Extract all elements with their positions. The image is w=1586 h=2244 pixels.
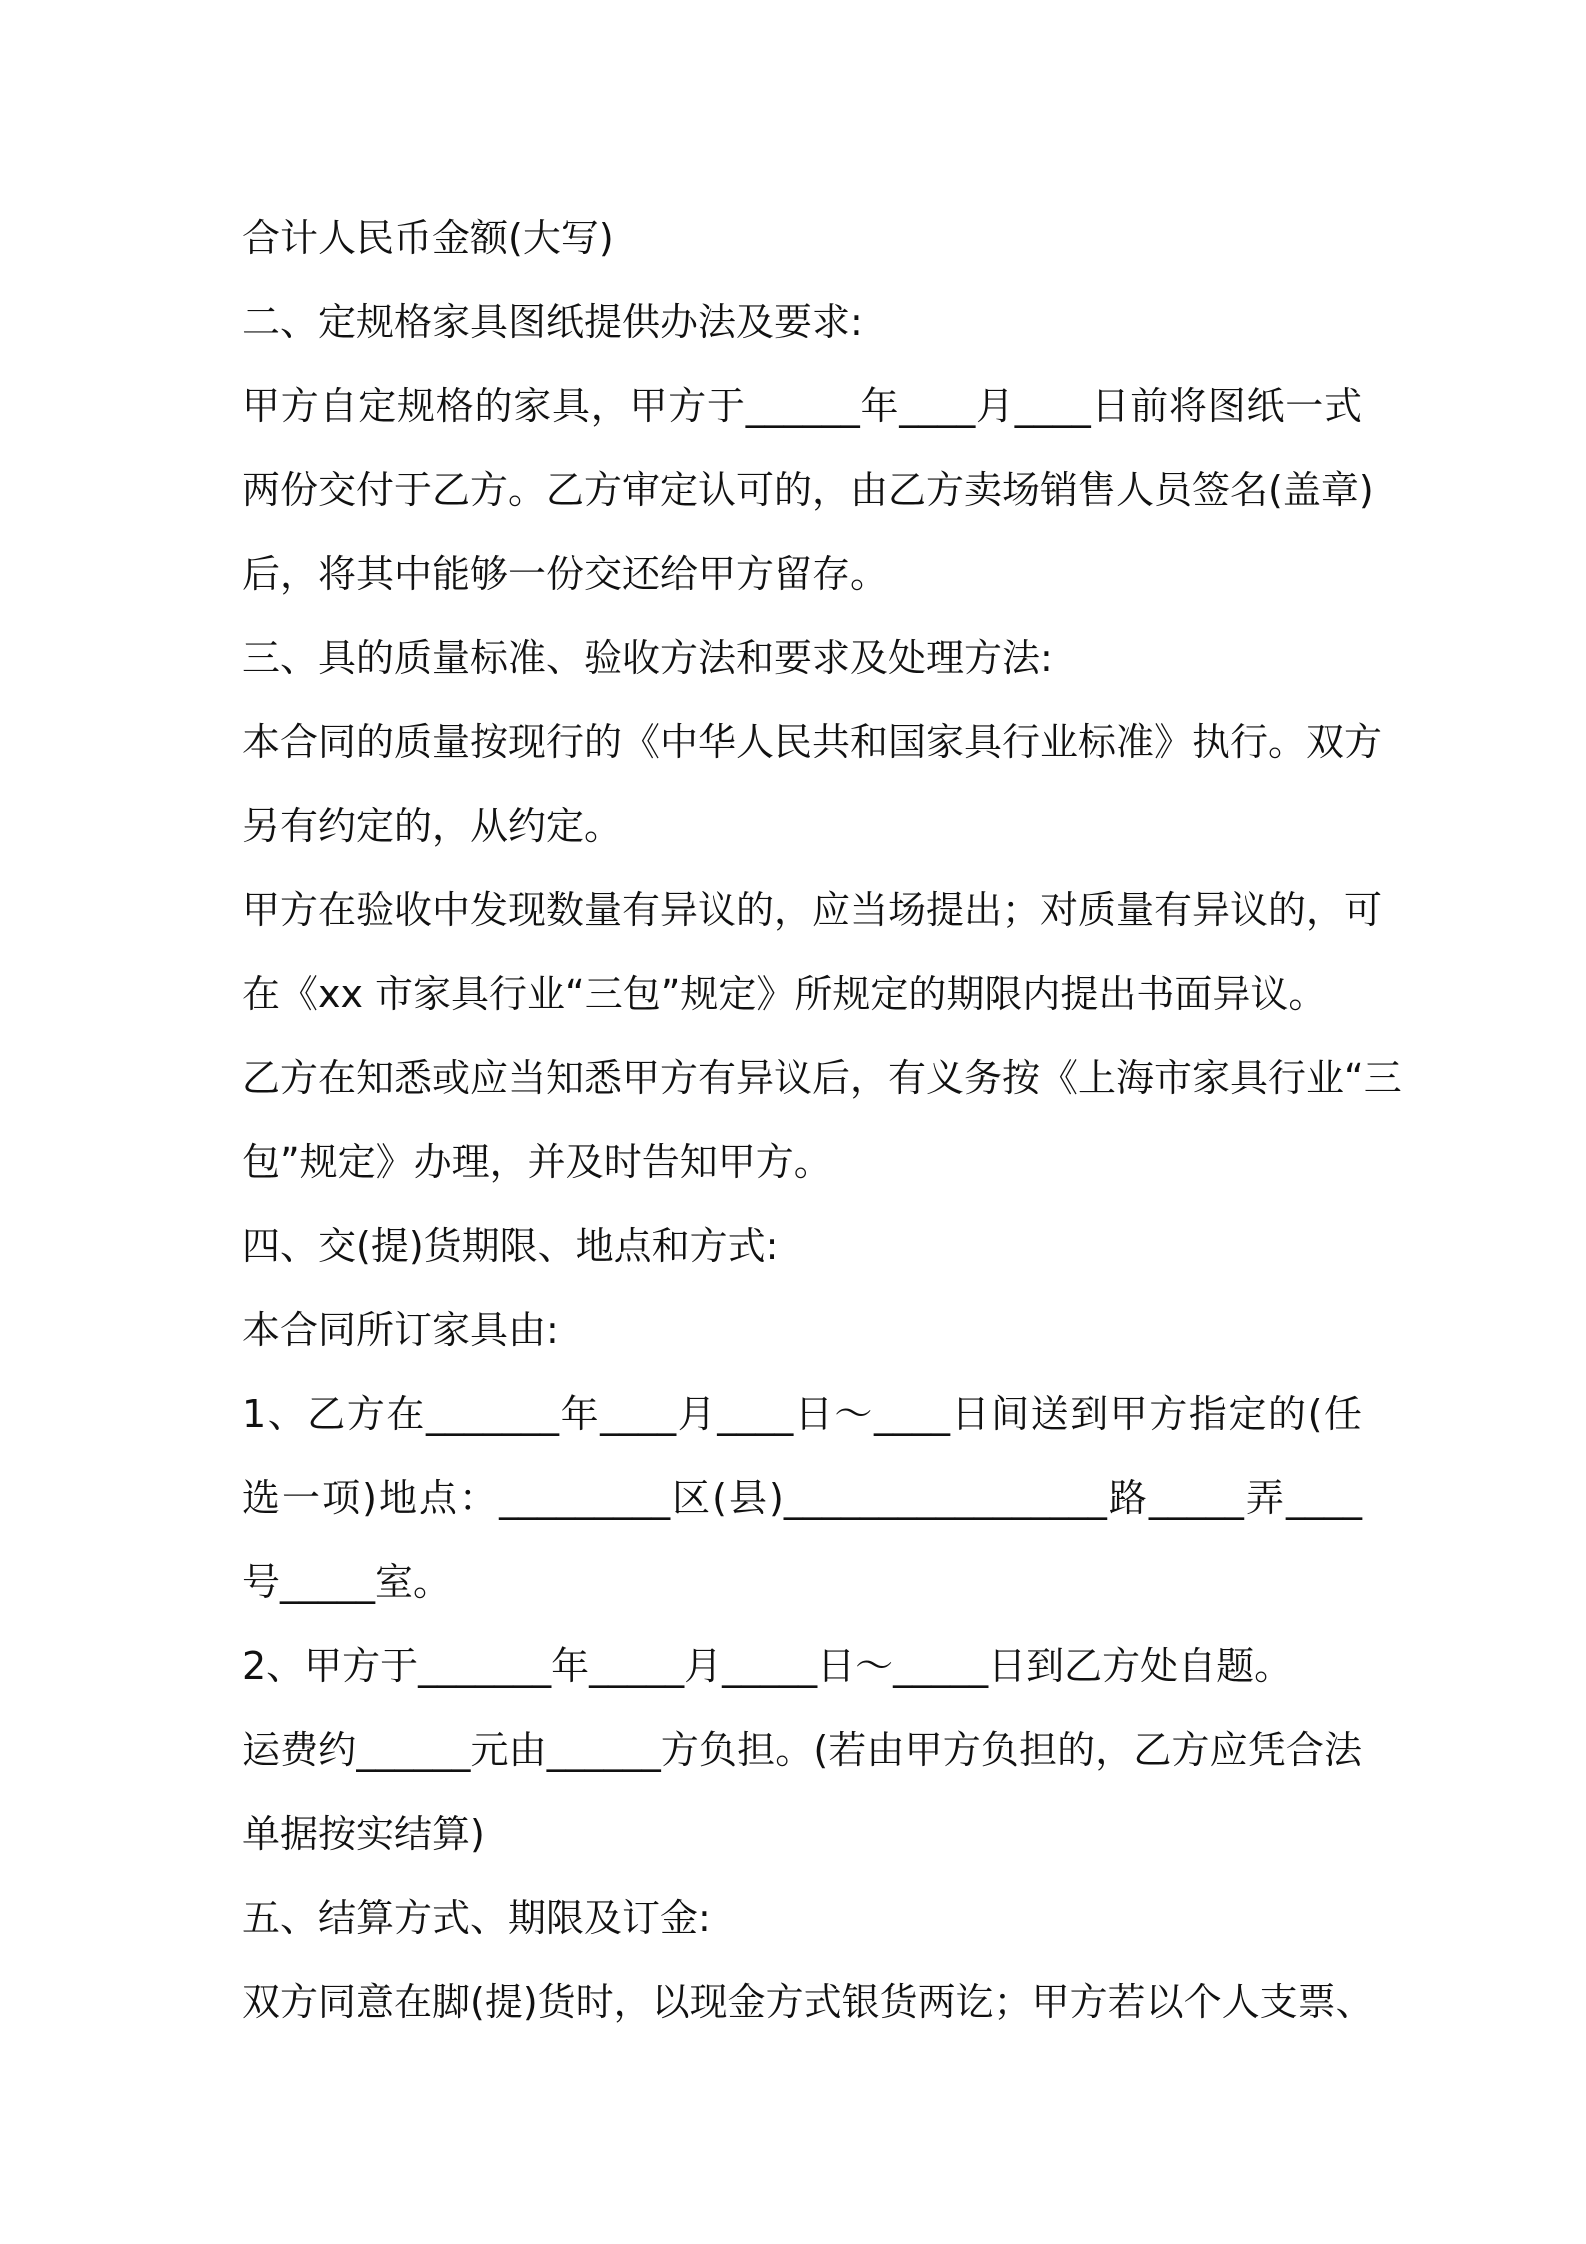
text-line: 包”规定》办理，并及时告知甲方。 (242, 1140, 832, 1184)
section-heading: 二、定规格家具图纸提供办法及要求: (242, 300, 863, 344)
text-line: 双方同意在脚(提)货时，以现金方式银货两讫；甲方若以个人支票、 (242, 1980, 1374, 2024)
text-line: 运费约______元由______方负担。(若由甲方负担的，乙方应凭合法 (242, 1728, 1362, 1772)
text-line: 甲方自定规格的家具，甲方于______年____月____日前将图纸一式 (242, 384, 1362, 428)
text-line: 1、乙方在_______年____月____日～____日间送到甲方指定的(任 (242, 1392, 1362, 1436)
text-line: 另有约定的，从约定。 (242, 804, 623, 848)
document-body (242, 196, 1402, 2044)
text-line: 选一项)地点：_________区(县)_________________路_____弄____ (242, 1476, 1362, 1520)
text-line: 甲方在验收中发现数量有异议的，应当场提出；对质量有异议的，可 (242, 888, 1383, 932)
section-heading: 五、结算方式、期限及订金: (242, 1896, 711, 1940)
text-line: 后，将其中能够一份交还给甲方留存。 (242, 552, 889, 596)
text-line: 单据按实结算) (242, 1812, 485, 1856)
text-line: 2、甲方于_______年_____月_____日～_____日到乙方处自题。 (242, 1644, 1293, 1688)
text-line: 本合同的质量按现行的《中华人民共和国家具行业标准》执行。双方 (242, 720, 1383, 764)
section-heading: 三、具的质量标准、验收方法和要求及处理方法: (242, 636, 1053, 680)
text-line: 合计人民币金额(大写) (242, 216, 614, 260)
text-line: 本合同所订家具由: (242, 1308, 559, 1352)
section-heading: 四、交(提)货期限、地点和方式: (242, 1224, 779, 1268)
text-line: 号_____室。 (242, 1560, 452, 1604)
text-line: 乙方在知悉或应当知悉甲方有异议后，有义务按《上海市家具行业“三 (242, 1056, 1402, 1100)
text-line: 两份交付于乙方。乙方审定认可的，由乙方卖场销售人员签名(盖章) (242, 468, 1374, 512)
text-line: 在《xx 市家具行业“三包”规定》所规定的期限内提出书面异议。 (242, 972, 1327, 1016)
